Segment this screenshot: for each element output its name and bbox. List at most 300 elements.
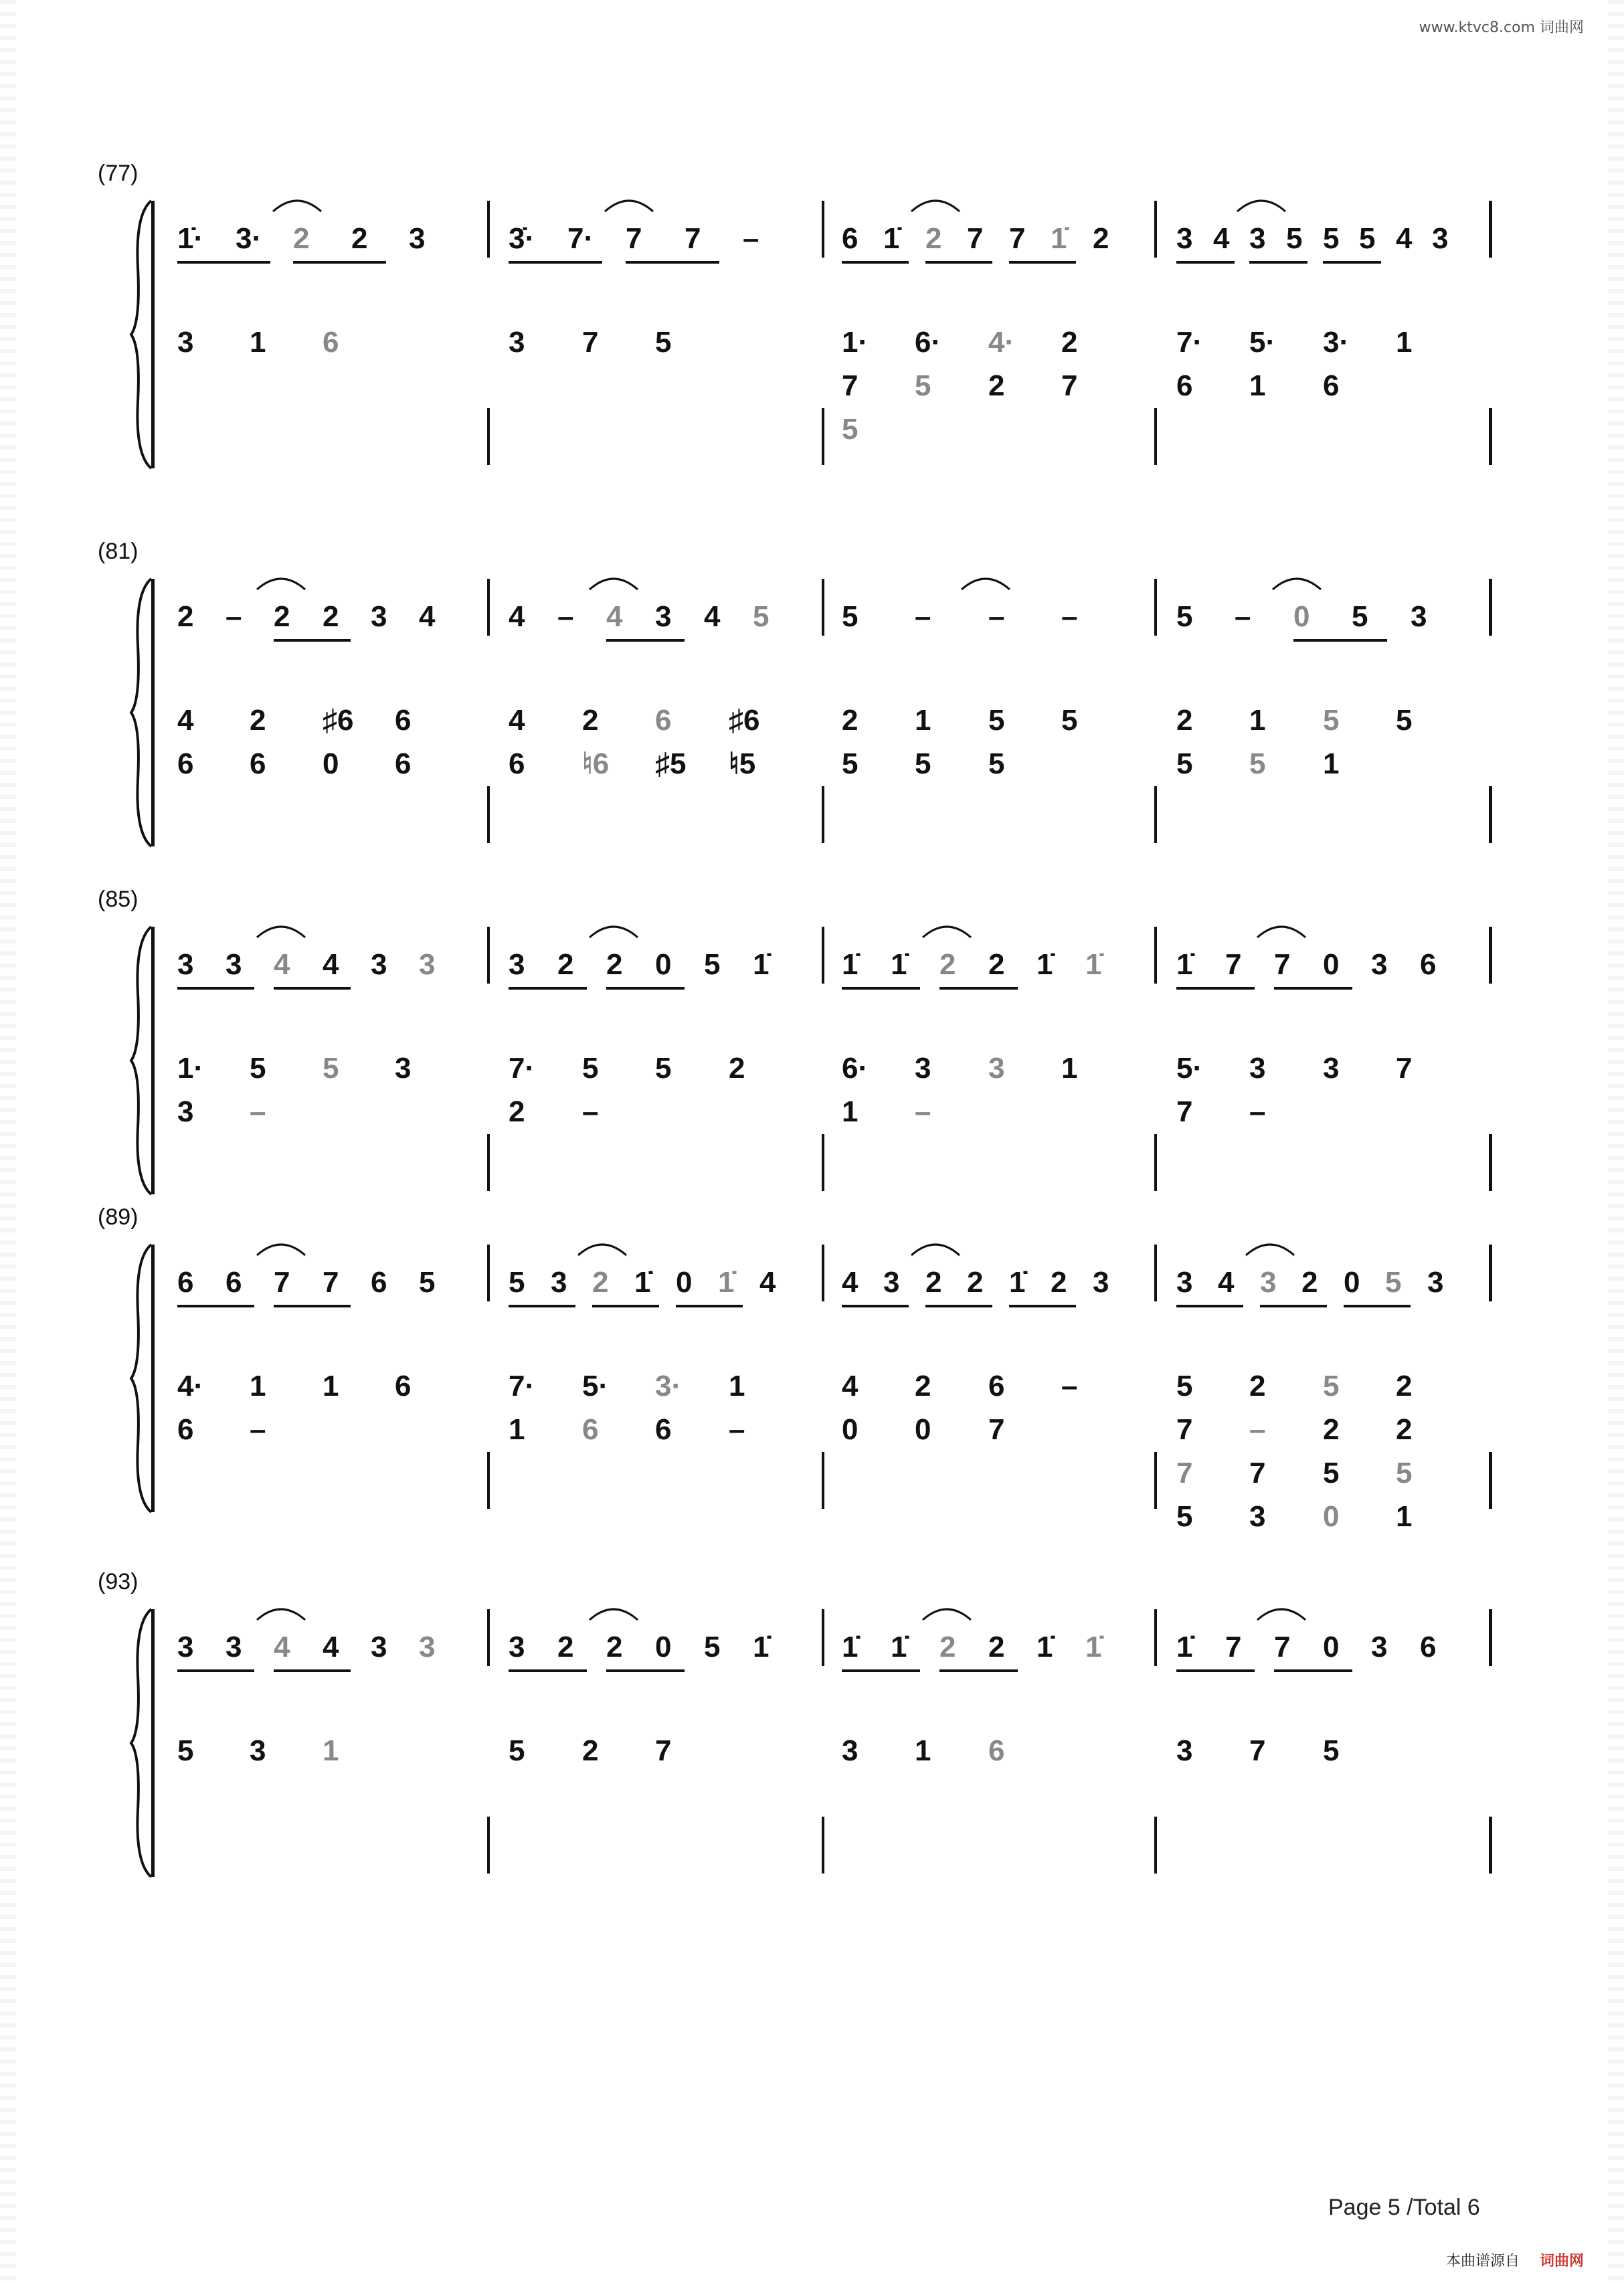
melody-note: 7 [1009,222,1026,255]
beam-underline [177,1669,254,1672]
accompaniment-note: 5· [1176,1052,1203,1085]
accompaniment-note: 1 [250,1370,266,1402]
accompaniment-note: 2 [1176,704,1193,737]
accompaniment-note: 3 [177,1095,194,1128]
tie-slur [587,920,640,940]
accompaniment-note: – [729,1413,745,1446]
accompaniment-note: 7 [1176,1095,1193,1128]
melody-note: 2 [557,948,574,981]
tie-slur [587,1603,640,1623]
melody-note: 5 [1286,222,1303,255]
tie-slur [254,1238,308,1258]
accompaniment-note: ♮6 [582,747,610,780]
accompaniment-note: 2 [842,704,859,737]
accompaniment-note: 6 [323,326,339,359]
melody-note: 3 [1411,600,1427,633]
accompaniment-note: 5 [177,1734,194,1767]
accompaniment-note: 7 [1176,1413,1193,1446]
melody-note: 2 [939,948,956,981]
accompaniment-note: 4 [842,1370,859,1402]
melody-note: 4 [1396,222,1413,255]
barline [822,1134,824,1191]
accompaniment-note: 5 [250,1052,266,1085]
accompaniment-note: 7· [509,1370,535,1402]
melody-note: 3 [655,600,672,633]
melody-note: 4 [419,600,436,633]
barline [487,927,490,984]
accompaniment-note: – [1249,1095,1266,1128]
beam-underline [177,987,254,990]
score-system [0,887,1624,1194]
accompaniment-note: 2 [988,369,1005,402]
melody-note: 0 [1323,1631,1340,1663]
beam-underline [939,987,1018,990]
beam-underline [1176,1305,1243,1307]
accompaniment-note: – [1061,1370,1078,1402]
beam-underline [1009,261,1076,264]
accompaniment-note: 5· [582,1370,609,1402]
barline [1489,1609,1492,1666]
accompaniment-note: 5 [988,747,1005,780]
accompaniment-note: 6 [177,747,194,780]
melody-note: 0 [1344,1266,1360,1299]
melody-note: 2 [323,600,339,633]
melody-note: 2 [1051,1266,1067,1299]
accompaniment-note: 3· [655,1370,682,1402]
beam-underline [842,1305,909,1307]
melody-note: 3 [371,600,387,633]
accompaniment-note: 1 [1061,1052,1078,1085]
accompaniment-note: 1· [842,326,869,359]
beam-underline [925,261,992,264]
tie-slur [1270,572,1324,592]
source-text: 本曲谱源自 [1445,2253,1520,2270]
melody-note: 4 [274,1631,290,1663]
accompaniment-note: 7 [1249,1457,1266,1489]
accompaniment-note: 2 [915,1370,931,1402]
melody-note: 2 [939,1631,956,1663]
tie-slur [1235,194,1288,214]
barline [822,1245,824,1301]
accompaniment-note: 1 [323,1370,339,1402]
accompaniment-note: 4· [177,1370,204,1402]
accompaniment-note: 7 [1061,369,1078,402]
barline [1154,927,1157,984]
accompaniment-note: 5 [915,369,931,402]
melody-note: 5 [1385,1266,1402,1299]
melody-note: 3 [1427,1266,1444,1299]
accompaniment-note: 5 [1249,747,1266,780]
barline [822,1452,824,1509]
accompaniment-note: 7 [1249,1734,1266,1767]
accompaniment-note: 5 [1176,1370,1193,1402]
melody-note: 5 [704,1631,721,1663]
beam-underline [1249,261,1307,264]
melody-note: 1̇ [1085,948,1102,981]
score-system [0,539,1624,846]
beam-underline [1260,1305,1327,1307]
barline [822,408,824,465]
beam-underline [606,987,685,990]
melody-note: 7 [274,1266,290,1299]
system-line [151,201,155,468]
beam-underline [1344,1305,1411,1307]
system-line [151,927,155,1194]
melody-note: 6 [177,1266,194,1299]
accompaniment-note: ♯5 [655,747,687,780]
system-line [151,1609,155,1877]
tie-slur [270,194,324,214]
accompaniment-note: ♯6 [323,704,354,737]
accompaniment-note: 1 [1396,1500,1413,1533]
measure-number: (89) [98,1204,139,1230]
accompaniment-note: 1 [915,1734,931,1767]
accompaniment-note: 2 [250,704,266,737]
score-system [0,161,1624,468]
barline [1489,408,1492,465]
tie-slur [920,1603,974,1623]
page-indicator: Page 5 /Total 6 [1328,2195,1480,2220]
melody-note: 7 [1274,948,1291,981]
accompaniment-note: 6 [1323,369,1340,402]
tie-slur [1255,920,1308,940]
accompaniment-note: 6 [177,1413,194,1446]
melody-note: 1̇ [1036,948,1053,981]
accompaniment-note: 5 [1396,1457,1413,1489]
accompaniment-note: – [915,1095,931,1128]
measure-number: (77) [98,161,139,186]
tie-slur [909,194,962,214]
melody-note: 7 [1225,948,1242,981]
tie-slur [909,1238,962,1258]
melody-note: 3· [236,222,262,255]
accompaniment-note: 3 [1249,1052,1266,1085]
accompaniment-note: 1 [1396,326,1413,359]
accompaniment-note: ♯6 [729,704,760,737]
accompaniment-note: 6 [655,704,672,737]
melody-note: 3 [371,1631,387,1663]
beam-underline [592,1305,659,1307]
barline [1489,1134,1492,1191]
melody-note: – [988,600,1005,633]
accompaniment-note: – [250,1413,266,1446]
accompaniment-note: 0 [842,1413,859,1446]
melody-note: 3 [177,948,194,981]
accompaniment-note: 5 [988,704,1005,737]
barline [487,201,490,258]
accompaniment-note: 1 [1249,369,1266,402]
tie-slur [1255,1603,1308,1623]
melody-note: 4 [606,600,623,633]
beam-underline [274,1669,351,1672]
accompaniment-note: 5 [509,1734,525,1767]
melody-note: 3 [1249,222,1266,255]
accompaniment-note: 6 [988,1734,1005,1767]
barline [487,1609,490,1666]
melody-note: 7· [567,222,594,255]
accompaniment-note: 5 [842,413,859,446]
melody-note: 7 [685,222,701,255]
melody-note: 2 [967,1266,984,1299]
tie-slur [602,194,656,214]
melody-note: 2 [988,1631,1005,1663]
accompaniment-note: 3 [842,1734,859,1767]
beam-underline [842,987,920,990]
melody-note: 3 [1371,1631,1388,1663]
accompaniment-note: 1 [1249,704,1266,737]
beam-underline [1274,1669,1352,1672]
barline [487,408,490,465]
beam-underline [509,1669,587,1672]
accompaniment-note: 5 [323,1052,339,1085]
melody-note: 1̇· [177,222,204,255]
beam-underline [509,261,602,264]
accompaniment-note: 1 [915,704,931,737]
accompaniment-note: 7 [988,1413,1005,1446]
melody-note: – [225,600,242,633]
accompaniment-note: 4 [509,704,525,737]
melody-note: 1̇ [634,1266,651,1299]
beam-underline [1323,261,1381,264]
melody-note: 5 [1359,222,1376,255]
melody-note: 6 [1420,1631,1437,1663]
melody-note: 0 [1293,600,1310,633]
melody-note: 1̇ [1009,1266,1026,1299]
beam-underline [177,1305,254,1307]
accompaniment-note: 3 [1249,1500,1266,1533]
barline [1154,579,1157,636]
barline [1154,1452,1157,1509]
melody-note: 3 [1093,1266,1109,1299]
beam-underline [939,1669,1018,1672]
melody-note: 5 [704,948,721,981]
barline [1489,579,1492,636]
barline [822,1609,824,1666]
melody-note: 4 [323,1631,339,1663]
barline [1154,1134,1157,1191]
melody-note: 1̇ [842,1631,859,1663]
melody-note: 3 [419,1631,436,1663]
beam-underline [626,261,719,264]
melody-note: 3 [177,1631,194,1663]
accompaniment-note: 1 [323,1734,339,1767]
site-watermark: www.ktvc8.com 词曲网 [1419,19,1584,36]
barline [1489,927,1492,984]
melody-note: 2 [606,1631,623,1663]
accompaniment-note: 7· [509,1052,535,1085]
barline [1489,1817,1492,1874]
accompaniment-note: 1· [177,1052,204,1085]
accompaniment-note: 0 [1323,1500,1340,1533]
beam-underline [1293,639,1387,642]
source-brand: 词曲网 [1539,2253,1584,2270]
accompaniment-note: 0 [323,747,339,780]
melody-note: 2 [274,600,290,633]
accompaniment-note: 6 [582,1413,599,1446]
accompaniment-note: 5 [1396,704,1413,737]
accompaniment-note: – [582,1095,599,1128]
beam-underline [606,1669,685,1672]
accompaniment-note: 2 [582,1734,599,1767]
melody-note: 2 [557,1631,574,1663]
melody-note: 3 [1432,222,1449,255]
melody-note: 2 [293,222,310,255]
melody-note: 5 [1323,222,1340,255]
accompaniment-note: 3 [1323,1052,1340,1085]
melody-note: 3 [419,948,436,981]
barline [1489,201,1492,258]
melody-note: 5 [509,1266,525,1299]
barline [822,1817,824,1874]
accompaniment-note: 5 [1176,1500,1193,1533]
beam-underline [842,261,909,264]
melody-note: 3 [1260,1266,1277,1299]
accompaniment-note: ♮5 [729,747,756,780]
melody-note: 5 [753,600,770,633]
accompaniment-note: 5 [1323,1370,1340,1402]
beam-underline [676,1305,743,1307]
melody-note: 1̇ [1085,1631,1102,1663]
score-system [0,1569,1624,1877]
barline [1489,1245,1492,1301]
accompaniment-note: 3 [509,326,525,359]
barline [1154,408,1157,465]
accompaniment-note: 2 [1396,1413,1413,1446]
beam-underline [1274,987,1352,990]
beam-underline [1176,987,1255,990]
accompaniment-note: 7 [1176,1457,1193,1489]
score-system [0,1204,1624,1533]
accompaniment-note: 5 [1323,1457,1340,1489]
barline [822,201,824,258]
measure-number: (93) [98,1569,139,1594]
melody-note: 4 [274,948,290,981]
melody-note: 1̇ [1036,1631,1053,1663]
melody-note: 4 [323,948,339,981]
accompaniment-note: 2 [582,704,599,737]
melody-note: 0 [655,948,672,981]
melody-note: 0 [676,1266,693,1299]
melody-note: 1̇ [1176,1631,1193,1663]
melody-note: 1̇ [891,948,907,981]
accompaniment-note: 2 [509,1095,525,1128]
barline [487,786,490,843]
accompaniment-note: 4· [988,326,1015,359]
barline [487,1452,490,1509]
accompaniment-note: 3 [1176,1734,1193,1767]
melody-note: 3 [551,1266,567,1299]
accompaniment-note: 5 [1176,747,1193,780]
barline [1154,786,1157,843]
accompaniment-note: 3 [177,326,194,359]
barline [1154,1245,1157,1301]
melody-note: 6 [1420,948,1437,981]
measure-number: (85) [98,887,139,912]
accompaniment-note: 6 [395,1370,412,1402]
beam-underline [293,261,386,264]
melody-note: 3 [225,948,242,981]
source-credit [1446,2250,1584,2270]
beam-underline [1176,1669,1255,1672]
melody-note: 1̇ [1176,948,1193,981]
tie-slur [254,920,308,940]
accompaniment-note: 3· [1323,326,1350,359]
melody-note: 2 [606,948,623,981]
accompaniment-note: 1 [729,1370,745,1402]
barline [1489,1452,1492,1509]
accompaniment-note: 6 [395,704,412,737]
barline [487,1817,490,1874]
beam-underline [274,987,351,990]
accompaniment-note: 6 [988,1370,1005,1402]
barline [1489,786,1492,843]
melody-note: – [1235,600,1251,633]
beam-underline [1176,261,1235,264]
accompaniment-note: 2 [1396,1370,1413,1402]
melody-note: 0 [1323,948,1340,981]
melody-note: 2 [1301,1266,1318,1299]
accompaniment-note: 3 [395,1052,412,1085]
accompaniment-note: 2 [1061,326,1078,359]
tie-slur [575,1238,629,1258]
accompaniment-note: 3 [250,1734,266,1767]
melody-note: 4 [509,600,525,633]
melody-note: 4 [759,1266,776,1299]
melody-note: 4 [1213,222,1230,255]
barline [1154,1817,1157,1874]
beam-underline [509,987,587,990]
melody-note: 5 [419,1266,436,1299]
melody-note: – [743,222,759,255]
system-line [151,1245,155,1512]
melody-note: 1̇ [891,1631,907,1663]
accompaniment-note: 1 [842,1095,859,1128]
barline [1154,201,1157,258]
system-line [151,579,155,846]
accompaniment-note: 5 [655,1052,672,1085]
melody-note: 7 [1274,1631,1291,1663]
accompaniment-note: 5· [1249,326,1276,359]
melody-note: 3 [509,1631,525,1663]
melody-note: 1̇ [718,1266,735,1299]
melody-note: 5 [1176,600,1193,633]
accompaniment-note: 5 [915,747,931,780]
melody-note: 4 [1218,1266,1235,1299]
accompaniment-note: 7 [842,369,859,402]
melody-note: – [915,600,931,633]
barline [1154,1609,1157,1666]
melody-note: 3 [225,1631,242,1663]
accompaniment-note: 2 [1323,1413,1340,1446]
melody-note: 3̇· [509,222,535,255]
accompaniment-note: 2 [1249,1370,1266,1402]
melody-note: 3 [509,948,525,981]
accompaniment-note: 7 [655,1734,672,1767]
barline [487,1134,490,1191]
accompaniment-note: 5 [1323,1734,1340,1767]
barline [822,786,824,843]
melody-note: 2 [351,222,368,255]
melody-note: 6 [371,1266,387,1299]
barline [487,1245,490,1301]
melody-note: 2 [1093,222,1109,255]
melody-note: 2 [177,600,194,633]
melody-note: 2 [988,948,1005,981]
melody-note: 7 [626,222,642,255]
barline [822,927,824,984]
melody-note: 2 [592,1266,609,1299]
tie-slur [959,572,1012,592]
